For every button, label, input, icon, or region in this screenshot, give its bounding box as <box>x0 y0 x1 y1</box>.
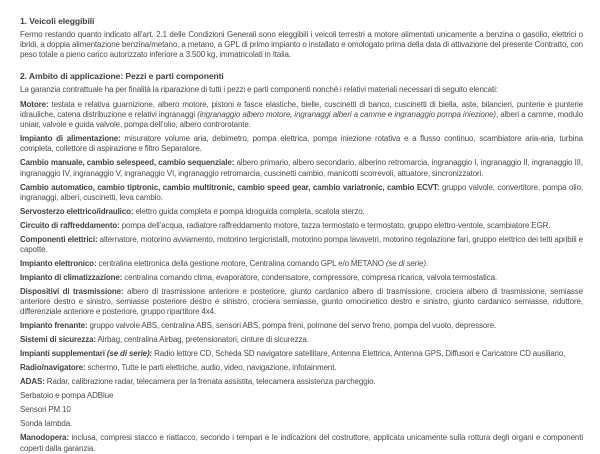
component-item-text-run: (se di serie): <box>106 349 153 359</box>
component-item-text-run: Servosterzo elettrico/idraulico: <box>20 206 134 216</box>
component-item-text-run: Motore: <box>20 99 49 109</box>
component-item <box>20 405 583 415</box>
component-item-text-run: albero primario, albero secondario, alberino retromarcia, ingranaggio I, ingranaggio II, ingranaggio III, ingranaggio IV, ingranaggio V, ingranaggio VI, ingranaggio retromarcia, cuscinetti cambio, manicotti scorrevoli, attuatore, sincronizzatori. <box>20 158 583 178</box>
component-item-text-run: Radar, calibrazione radar, telecamera per la frenata assistita, telecamera assistenza parcheggio. <box>44 377 376 387</box>
component-item <box>20 433 583 453</box>
section-1-heading: 1. Veicoli eleggibili <box>20 16 95 26</box>
component-item-text-run: . <box>425 259 428 269</box>
component-item <box>20 221 583 231</box>
component-item-text-run: gruppo valvole ABS, centralina ABS, sensori ABS, pompa freni, polmone del servo freno, pompa del vuoto, depressore. <box>87 321 497 331</box>
component-item-text-run: Airbag, centralina Airbag, pretensionatori, cinture di sicurezza. <box>95 335 309 345</box>
component-item-text-run: Impianto di climatizzazione: <box>20 273 123 283</box>
component-item-text-run: Circuito di raffreddamento: <box>20 220 120 230</box>
component-item-text-run: elettro guida completa e pompa idroguida completa, scatola sterzo. <box>133 206 365 216</box>
component-item <box>20 100 583 131</box>
component-item <box>20 335 583 345</box>
component-parts-list <box>20 100 583 454</box>
section-2-heading: 2. Ambito di applicazione: Pezzi e parti componenti <box>20 71 224 82</box>
component-item-text-run: Componenti elettrici: <box>20 234 98 244</box>
component-item-text-run: alternatore, motorino avviamento, motorino tergicristalli, motorino pompa lavavetri, motorino regolazione fari, gruppo elettrico dei tetti apribili e capotte. <box>20 234 583 255</box>
component-item-text-run: ADAS: <box>20 377 45 387</box>
component-item-text-run: inclusa, compresi stacco e riattacco, secondo i tempari e le indicazioni del costruttore, applicata unicamente sulla rottura degli organi e componenti coperti dalla garanzia. <box>20 433 583 453</box>
component-item-text-run: , alberi a camme, modulo uniair, valvole e guida valvole, pompa dell’olio, albero controrotante. <box>20 110 583 130</box>
section-1-paragraph: Fermo restando quanto indicato all’art. 2.1 delle Condizioni Generali sono eleggibili i veicoli terrestri a motore alimentati unicamente a benzina o gasolio, elettrici o ibridi, a doppia alimentazione benzina/metano, a metano, a GPL di primo impianto o installato e omologato prima della data di attivazione del presente Contratto, con peso totale a pieno carico autorizzato inferiore a 3.500 kg, immatricolati in Italia. <box>20 29 583 59</box>
component-item <box>20 158 583 178</box>
component-item <box>20 134 583 154</box>
component-item-text-run: Impianto elettronico: <box>20 259 97 269</box>
component-item-text-run: gruppo valvole, convertitore, pompa olio, ingranaggi, alberi, cuscinetti, leva cambio. <box>20 182 584 202</box>
component-item <box>20 391 583 401</box>
component-item-text-run: (ingranaggio albero motore, ingranaggi alberi a camme e ingranaggio pompa iniezione) <box>197 110 496 120</box>
component-item <box>20 183 583 203</box>
component-item-text-run: Cambio automatico, cambio tiptronic, cambio multitronic, cambio speed gear, cambio variatronic, cambio ECVT: <box>20 182 440 192</box>
component-item-text-run: pompa dell’acqua, radiatore raffreddamento motore, tazza termostato e termostato, gruppo elettro-ventole, scambiatore EGR. <box>119 220 551 230</box>
section-veicoli-eleggibili <box>20 16 583 60</box>
component-item <box>20 259 583 269</box>
component-item-text-run: Radio lettore CD, Scheda SD navigatore satellitare, Antenna Elettrica, Antenna GPS, Diffusori e Caricatore CD ausiliario, <box>152 349 566 359</box>
component-item-text-run: Cambio manuale, cambio selespeed, cambio sequenziale: <box>20 158 235 168</box>
component-item <box>20 321 583 331</box>
component-item-text-run: Sonda lambda. <box>20 419 73 429</box>
section-2-intro-paragraph: La garanzia contrattuale ha per finalità la riparazione di tutti i pezzi e parti componenti nonché i relativi materiali necessari di seguito elencati: <box>20 84 498 94</box>
component-item-text-run: Impianto frenante: <box>20 321 88 331</box>
component-item-text-run: Serbatoio e pompa ADBlue <box>20 391 114 401</box>
component-item <box>20 273 583 283</box>
component-item <box>20 349 583 359</box>
component-item <box>20 377 583 387</box>
component-item <box>20 287 583 318</box>
component-item-text-run: (se di serie) <box>385 259 426 269</box>
component-item-text-run: centralina comando clima, evaporatore, condensatore, compressore, compresa ricarica, valvola termostatica. <box>122 273 498 283</box>
component-item <box>20 419 583 429</box>
component-item-text-run: Impianto di alimentazione: <box>20 134 121 144</box>
section-ambito-applicazione <box>20 71 583 454</box>
component-item-text-run: Manodopera: <box>20 433 69 443</box>
component-item-text-run: Radio/navigatore: <box>20 363 86 373</box>
component-item <box>20 363 583 373</box>
component-item-text-run: centralina elettronica della gestione motore, Centralina comando GPL e/o METANO <box>96 259 386 269</box>
component-item-text-run: Sensori PM 10 <box>20 405 71 415</box>
component-item <box>20 207 583 217</box>
component-item-text-run: albero di trasmissione anteriore e posteriore, giunto cardanico albero di trasmissione, crociera albero di trasmissione, semiasse anteriore destro e sinistro, semiasse posteriore destro e sinistro, crociera semiasse, giunto omocinetico destro e sinistro, giunto cardanico semiasse, riduttore, differenziale anteriore e posteriore, gruppo ripartitore 4x4. <box>20 287 583 317</box>
component-item-text-run: Impianti supplementari <box>20 349 107 359</box>
component-item-text-run: schermo, Tutte le parti elettriche, audio, video, navigazione, infotainment. <box>85 363 337 373</box>
component-item-text-run: Dispositivi di trasmissione: <box>20 287 124 297</box>
component-item-text-run: misuratore volume aria, debimetro, pompa elettrica, pompa iniezione rotativa e a flusso continuo, scambiatore aria-aria, turbina completa, collettore di aspirazione e filtro Separatore. <box>20 134 583 154</box>
component-item <box>20 235 583 255</box>
component-item-text-run: testata e relativa guarnizione, albero motore, pistoni e fasce elastiche, bielle, cuscinetti di banco, cuscinetti di biella, aste, bilancieri, punterie e punterie idrauliche, catena distribuzione e relativi ingranaggi <box>20 99 583 120</box>
component-item-text-run: Sistemi di sicurezza: <box>20 335 96 345</box>
